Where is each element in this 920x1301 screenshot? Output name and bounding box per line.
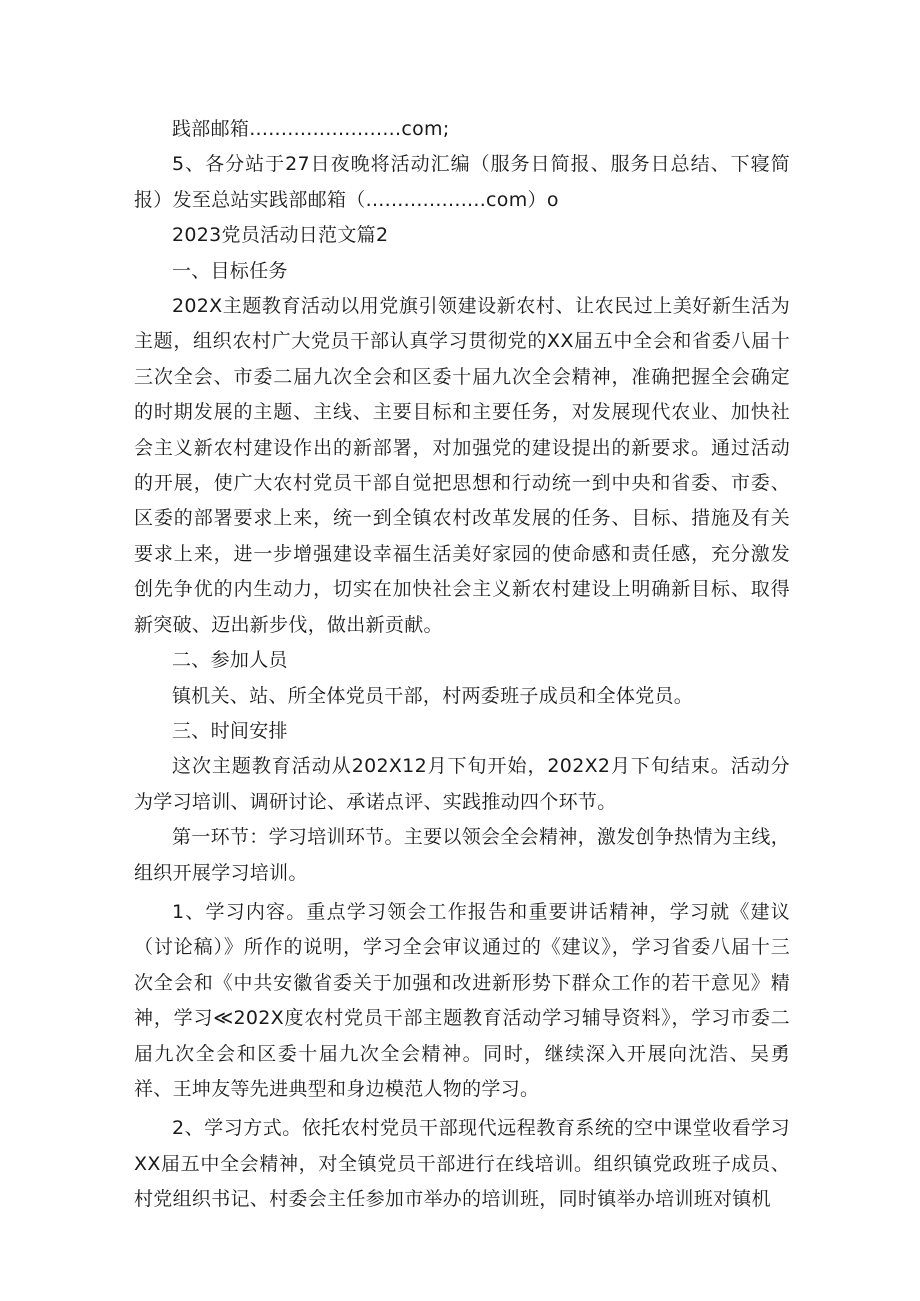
paragraph-schedule: 这次主题教育活动从202X12月下旬开始，202X2月下旬结束。活动分为学习培训、调研讨论、承诺点评、实践推动四个环节。 [134, 755, 790, 813]
paragraph-participants: 镇机关、站、所全体党员干部，村两委班子成员和全体党员。 [172, 684, 694, 707]
paragraph-item-5: 5、各分站于27日夜晚将活动汇编（服务日简报、服务日总结、下寝简报）发至总站实践部邮箱（...................com）o [134, 153, 790, 211]
section-title: 2023党员活动日范文篇2 [172, 224, 389, 247]
paragraph-study-method: 2、学习方式。依托农村党员干部现代远程教育系统的空中课堂收看学习XX届五中全会精神，对全镇党员干部进行在线培训。组织镇党政班子成员、村党组织书记、村委会主任参加市举办的培训班，同时镇举办培训班对镇机 [134, 1117, 790, 1211]
heading-goals: 一、目标任务 [172, 259, 288, 282]
paragraph-goals: 202X主题教育活动以用党旗引领建设新农村、让农民过上美好新生活为主题，组织农村广大党员干部认真学习贯彻党的XX届五中全会和省委八届十三次全会、市委二届九次全会和区委十届九次全会精神，准确把握全会确定的时期发展的主题、主线、主要目标和主要任务，对发展现代农业、加快社会主义新农村建设作出的新部署，对加强党的建设提出的新要求。通过活动的开展，使广大农村党员干部自觉把思想和行动统一到中央和省委、市委、区委的部署要求上来，统一到全镇农村改革发展的任务、目标、措施及有关要求上来，进一步增强建设幸福生活美好家园的使命感和责任感，充分激发创先争优的内生动力，切实在加快社会主义新农村建设上明确新目标、取得新突破、迈出新步伐，做出新贡献。 [134, 295, 790, 636]
paragraph-stage-one: 第一环节：学习培训环节。主要以领会全会精神，激发创争热情为主线，组织开展学习培训。 [134, 826, 790, 884]
heading-schedule: 三、时间安排 [172, 719, 288, 742]
document-body [134, 112, 790, 1218]
paragraph-study-content: 1、学习内容。重点学习领会工作报告和重要讲话精神，学习就《建议（讨论稿）》所作的说明，学习全会审议通过的《建议》，学习省委八届十三次全会和《中共安徽省委关于加强和改进新形势下群众工作的若干意见》精神，学习≪202X度农村党员干部主题教育活动学习辅导资料》，学习市委二届九次全会和区委十届九次全会精神。同时，继续深入开展向沈浩、吴勇祥、王坤友等先进典型和身边模范人物的学习。 [134, 900, 790, 1100]
heading-participants: 二、参加人员 [172, 649, 288, 672]
paragraph-email-continuation: 践部邮箱........................com; [172, 118, 450, 140]
